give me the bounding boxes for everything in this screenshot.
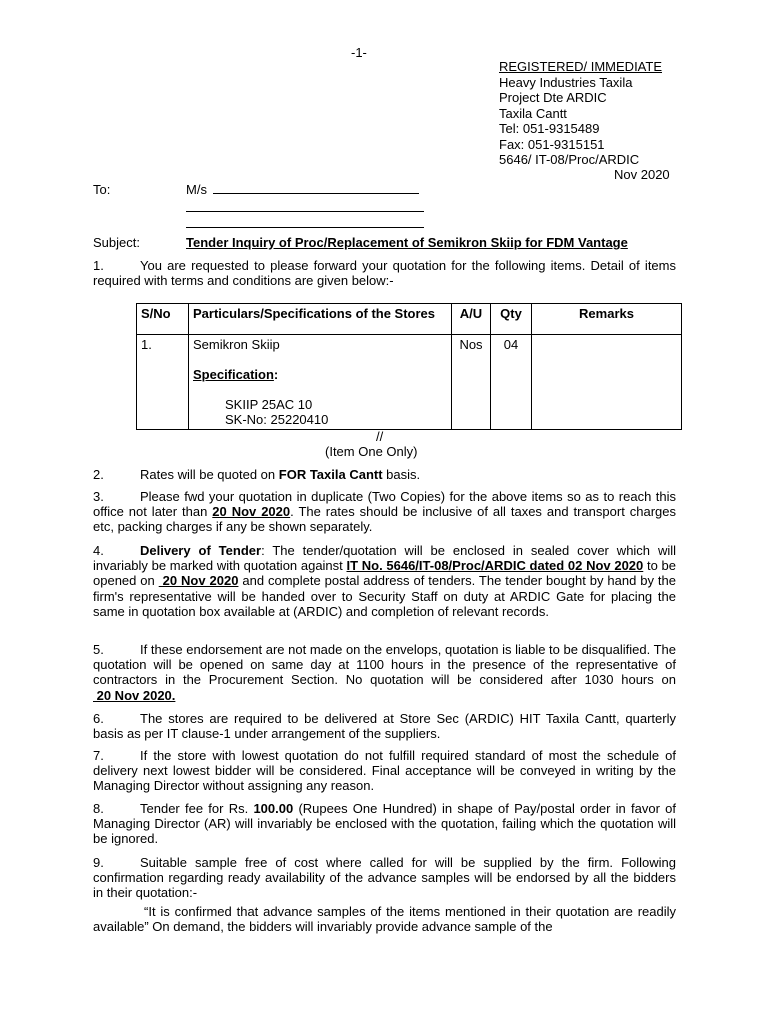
paragraph-6 <box>93 711 676 741</box>
registered-label: REGISTERED/ IMMEDIATE <box>499 59 662 74</box>
paragraph-4 <box>93 543 676 619</box>
para-number: 9. <box>93 855 104 870</box>
para-number: 3. <box>93 489 104 504</box>
paragraph-3 <box>93 489 676 535</box>
addressee-blank-2 <box>186 211 424 212</box>
subject-label: Subject: <box>93 235 140 250</box>
delivery-label: Delivery of Tender <box>140 543 262 558</box>
confirmation-quote: “It is confirmed that advance samples of the items mentioned in their quotation are readily available” On demand, the bidders will invariably provide advance sample of the <box>93 904 676 935</box>
to-label: To: <box>93 182 111 197</box>
para-number: 1. <box>93 258 104 273</box>
paragraph-9 <box>93 855 676 901</box>
directorate: Project Dte ARDIC <box>499 90 607 105</box>
item-count-note: (Item One Only) <box>325 444 418 459</box>
para-text: and complete postal address of tenders. The tender bought by hand by the firm's representative will be handed over to Security Staff on duty at ARDIC Gate for placing the same in quotation box available at (ARDIC) and completion of relevant records. <box>93 573 676 619</box>
para-number: 2. <box>93 467 104 482</box>
spec-line-2: SK-No: 25220410 <box>225 412 329 427</box>
para-number: 5. <box>93 642 104 657</box>
paragraph-1 <box>93 258 676 288</box>
col-qty: Qty <box>491 304 532 335</box>
spec-colon: : <box>273 367 279 382</box>
tender-fee: 100.00 <box>253 801 294 816</box>
addressee-line-1 <box>186 182 419 197</box>
para-text: Rates will be quoted on <box>140 467 279 482</box>
opening-date: 20 Nov 2020 <box>158 573 239 589</box>
spec-line-1: SKIIP 25AC 10 <box>225 397 313 412</box>
cell-particulars <box>189 335 452 430</box>
inquiry-reference: IT No. 5646/IT-08/Proc/ARDIC dated 02 Nov 2020 <box>346 558 644 574</box>
para-text: . The rates should be inclusive of all taxes and transport charges etc, packing charges if any be shown separately. <box>93 504 677 535</box>
col-remarks: Remarks <box>532 304 682 335</box>
telephone: Tel: 051-9315489 <box>499 121 600 136</box>
col-au: A/U <box>452 304 491 335</box>
cell-au: Nos <box>452 335 491 430</box>
para-text: You are requested to please forward your quotation for the following items. Detail of items required with terms and conditions are given below:- <box>93 258 676 289</box>
para-text: If these endorsement are not made on the envelops, quotation is liable to be disqualified. The quotation will be opened on same day at 1100 hours in the presence of the representative of contractors in the Procurement Section. No quotation will be considered after 1030 hours on <box>93 642 677 688</box>
paragraph-2 <box>93 467 676 482</box>
end-mark: // <box>376 429 384 444</box>
city: Taxila Cantt <box>499 106 567 121</box>
paragraph-8 <box>93 801 676 847</box>
addressee-blank-1 <box>213 193 419 194</box>
reference-number: 5646/ IT-08/Proc/ARDIC <box>499 152 640 167</box>
cell-sno: 1. <box>137 335 189 430</box>
table-row <box>137 335 682 430</box>
addressee-blank-3 <box>186 227 424 228</box>
subject-text: Tender Inquiry of Proc/Replacement of Semikron Skiip for FDM Vantage <box>186 235 628 250</box>
para-text: (Rupees One Hundred) in shape of Pay/postal order in favor of Managing Director (AR) will invariably be enclosed with the quotation, failing which the quotation will be ignored. <box>93 801 676 847</box>
para-text: basis. <box>382 467 421 482</box>
spec-label: Specification <box>193 367 274 382</box>
letter-date: Nov 2020 <box>614 167 670 182</box>
cell-remarks <box>532 335 682 430</box>
fax: Fax: 051-9315151 <box>499 137 605 152</box>
delivery-basis: FOR Taxila Cantt <box>278 467 383 482</box>
deadline-date: 20 Nov 2020 <box>212 504 291 520</box>
para-text: Tender fee for Rs. <box>140 801 254 816</box>
item-name: Semikron Skiip <box>193 337 280 352</box>
para-number: 7. <box>93 748 104 763</box>
paragraph-7 <box>93 748 676 794</box>
col-sno: S/No <box>137 304 189 335</box>
para-number: 6. <box>93 711 104 726</box>
para-text: The stores are required to be delivered at Store Sec (ARDIC) HIT Taxila Cantt, quarterly basis as per IT clause-1 under arrangement of the suppliers. <box>93 711 676 742</box>
para-text: If the store with lowest quotation do not fulfill required standard of most the schedule of delivery next lowest bidder will be considered. Final acceptance will be conveyed in writing by the Managing Director without assigning any reason. <box>93 748 676 794</box>
para-text: to be opened on <box>93 558 676 589</box>
ms-label: M/s <box>186 182 207 197</box>
para-text: Please fwd your quotation in duplicate (Two Copies) for the above items so as to reach this office not later than <box>93 489 676 520</box>
para-number: 4. <box>93 543 104 558</box>
table-header-row <box>137 304 682 335</box>
items-table <box>136 303 682 430</box>
page-number: -1- <box>351 45 367 60</box>
org-name: Heavy Industries Taxila <box>499 75 633 90</box>
para-text: Suitable sample free of cost where called for will be supplied by the firm. Following confirmation regarding ready availability of the advance samples will be endorsed by all the bidders in their quotation:- <box>93 855 676 901</box>
closing-date: 20 Nov 2020. <box>93 687 176 703</box>
cell-qty: 04 <box>491 335 532 430</box>
paragraph-5 <box>93 642 676 703</box>
para-number: 8. <box>93 801 104 816</box>
col-particulars: Particulars/Specifications of the Stores <box>189 304 452 335</box>
spec-heading <box>193 367 447 382</box>
para-text: : The tender/quotation will be enclosed in sealed cover which will invariably be marked with quotation against <box>93 543 677 574</box>
